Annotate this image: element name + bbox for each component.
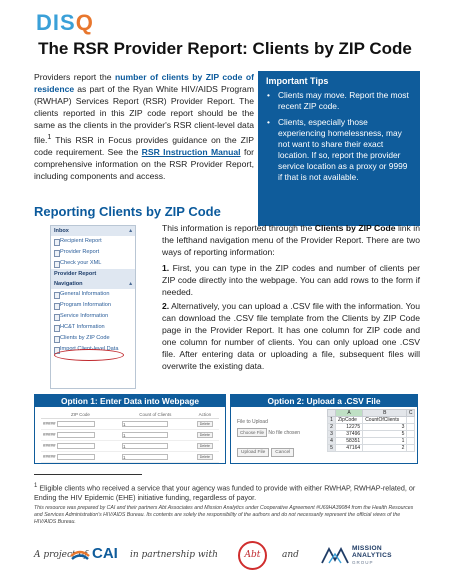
option2-heading: Option 2: Upload a .CSV File	[231, 395, 417, 407]
intro-paragraph: Providers report the number of clients by ZIP code of residence as part of the Ryan White HIV/AIDS Program (RWHAP) Services Report (RSR) Provider Report. The clients reported in this ZIP code report should be the same as the clients in the provider's RSR client-level data file.$^1$ This RSR in Focus provides guidance on the ZIP code requirement. See the RSR Instruction Manual for comprehensive information on the RSR Provider Report, including components and access.	[34, 72, 254, 181]
count-input[interactable]: 1	[122, 443, 168, 449]
intro-emphasis: number of clients by ZIP code of residence	[34, 72, 254, 94]
nav-header-provider-report[interactable]: Provider Report	[51, 269, 135, 279]
project-of-text: A project of	[34, 550, 88, 560]
footnote-divider	[34, 474, 142, 475]
zip-input[interactable]	[57, 443, 95, 449]
highlight-circle	[54, 349, 124, 361]
cai-logo-mark-icon	[70, 547, 90, 561]
reporting-intro-paragraph: This information is reported through the Clients by ZIP Code link in the lefthand navigation menu of the Provider Report. There are two ways of reporting information:	[162, 223, 420, 257]
nav-item-import-client-level-data[interactable]: Import Client-level Data	[51, 344, 135, 355]
mission-analytics-mark-icon	[321, 546, 349, 564]
disclaimer: This resource was prepared by CAI and their partners Abt Associates and Mission Analytics under Cooperative Agreement #U69HA39084 from the Health Resources and Services Administration's HIV/AIDS Bureau. Its contents are solely the responsibility of the authors and do not necessarily represent the official views of the HIV/AIDS Bureau.	[34, 505, 414, 525]
zip-value: #####	[43, 432, 56, 438]
choose-file-button[interactable]: Choose File	[237, 428, 267, 437]
option1-heading: Option 1: Enter Data into Webpage	[35, 395, 225, 407]
option1-paragraph: 1. First, you can type in the ZIP codes and number of clients per ZIP code directly into the webpage. You can add rows to the form if needed.	[162, 263, 420, 297]
and-text: and	[282, 550, 299, 560]
page-title: The RSR Provider Report: Clients by ZIP Code	[38, 39, 412, 58]
tips-heading: Important Tips	[266, 76, 329, 86]
tip-item: • Clients may move. Report the most recent ZIP code.	[266, 90, 412, 112]
nav-item-clients-by-zip-code[interactable]: Clients by ZIP Code	[51, 333, 135, 344]
table-row	[41, 430, 219, 441]
table-row	[41, 419, 219, 430]
nav-header-inbox[interactable]: Inbox ▴	[51, 226, 135, 236]
count-input[interactable]: 1	[122, 421, 168, 427]
disq-logo: DISQ	[36, 10, 94, 35]
nav-item-service-information[interactable]: Service Information	[51, 311, 135, 322]
delete-row-button[interactable]: Delete	[197, 454, 213, 460]
zip-entry-table	[41, 411, 219, 463]
column-header: C	[408, 410, 413, 416]
delete-row-button[interactable]: Delete	[197, 432, 213, 438]
nav-item-check-xml[interactable]: Check your XML	[51, 258, 135, 269]
nav-item-recipient-report[interactable]: Recipient Report	[51, 236, 135, 247]
no-file-text: No file chosen	[268, 430, 301, 436]
zip-value: #####	[43, 443, 56, 449]
column-header: A	[336, 410, 363, 417]
abt-logo: Abt	[238, 541, 267, 570]
section-title: Reporting Clients by ZIP Code	[34, 204, 221, 219]
zip-input[interactable]	[57, 432, 95, 438]
mission-analytics-logo: MISSION ANALYTICS GROUP	[352, 545, 392, 565]
table-row	[41, 441, 219, 452]
delete-row-button[interactable]: Delete	[197, 421, 213, 427]
zip-value: #####	[43, 454, 56, 460]
zip-input[interactable]	[57, 454, 95, 460]
option2-paragraph: 2. Alternatively, you can upload a .CSV file with the information. You can download the .CSV file template from the Clients by ZIP Code page in the Provider Report. It has one column for ZIP code and one column for number of clients. You can only upload one .CSV file. After entering data or uploading a file, subsequent files will overwrite the existing data.	[162, 301, 420, 371]
csv-spreadsheet	[327, 409, 415, 452]
corner-cell	[328, 410, 336, 417]
column-header: B	[363, 410, 407, 417]
cai-logo: CAI	[92, 545, 118, 562]
provider-report-nav-screenshot	[50, 225, 136, 389]
nav-item-provider-report[interactable]: Provider Report	[51, 247, 135, 258]
option1-panel	[34, 394, 226, 464]
option2-panel	[230, 394, 418, 464]
count-input[interactable]: 1	[122, 432, 168, 438]
upload-form	[237, 419, 321, 457]
column-header: ZIP Code	[41, 411, 120, 419]
table-row	[41, 452, 219, 463]
nav-item-general-information[interactable]: General Information	[51, 289, 135, 300]
tip-item: • Clients, especially those experiencing homelessness, may not want to share their exact location. If so, report the provider service location as a proxy or 9999 if that is not available.	[266, 117, 412, 183]
count-input[interactable]: 1	[122, 454, 168, 460]
sheet-row: 4 58351 1	[328, 438, 415, 445]
partnership-text: in partnership with	[130, 550, 218, 560]
caret-up-icon: ▴	[129, 228, 132, 234]
partner-logos	[34, 540, 424, 570]
rsr-instruction-manual-link[interactable]: RSR Instruction Manual	[141, 146, 241, 157]
upload-file-button[interactable]: Upload File	[237, 448, 269, 457]
column-header: Action	[191, 411, 219, 419]
delete-row-button[interactable]: Delete	[197, 443, 213, 449]
important-tips-box	[258, 71, 420, 226]
footnote: $^1$ Eligible clients who received a service that your agency was funded to provide with either RWHAP, RWHAP-related, or Ending the HIV Epidemic (EHE) initiative funding, regardless of payor.	[34, 483, 416, 502]
caret-up-icon: ▴	[129, 281, 132, 287]
nav-item-program-information[interactable]: Program Information	[51, 300, 135, 311]
cancel-button[interactable]: Cancel	[271, 448, 294, 457]
zip-value: #####	[43, 421, 56, 427]
nav-item-hct-information[interactable]: HC&T Information	[51, 322, 135, 333]
footnote-ref: 1	[47, 133, 52, 141]
file-label: File to Upload	[237, 419, 268, 425]
sheet-row: 5 47164 2	[328, 445, 415, 452]
sheet-row: 3 37496 5	[328, 431, 415, 438]
sheet-row: 1 ZipCode CountOfClients	[328, 417, 415, 424]
column-header: Count of Clients	[120, 411, 191, 419]
nav-header-navigation[interactable]: Navigation ▴	[51, 279, 135, 289]
sheet-row: 2 12275 3	[328, 424, 415, 431]
zip-input[interactable]	[57, 421, 95, 427]
